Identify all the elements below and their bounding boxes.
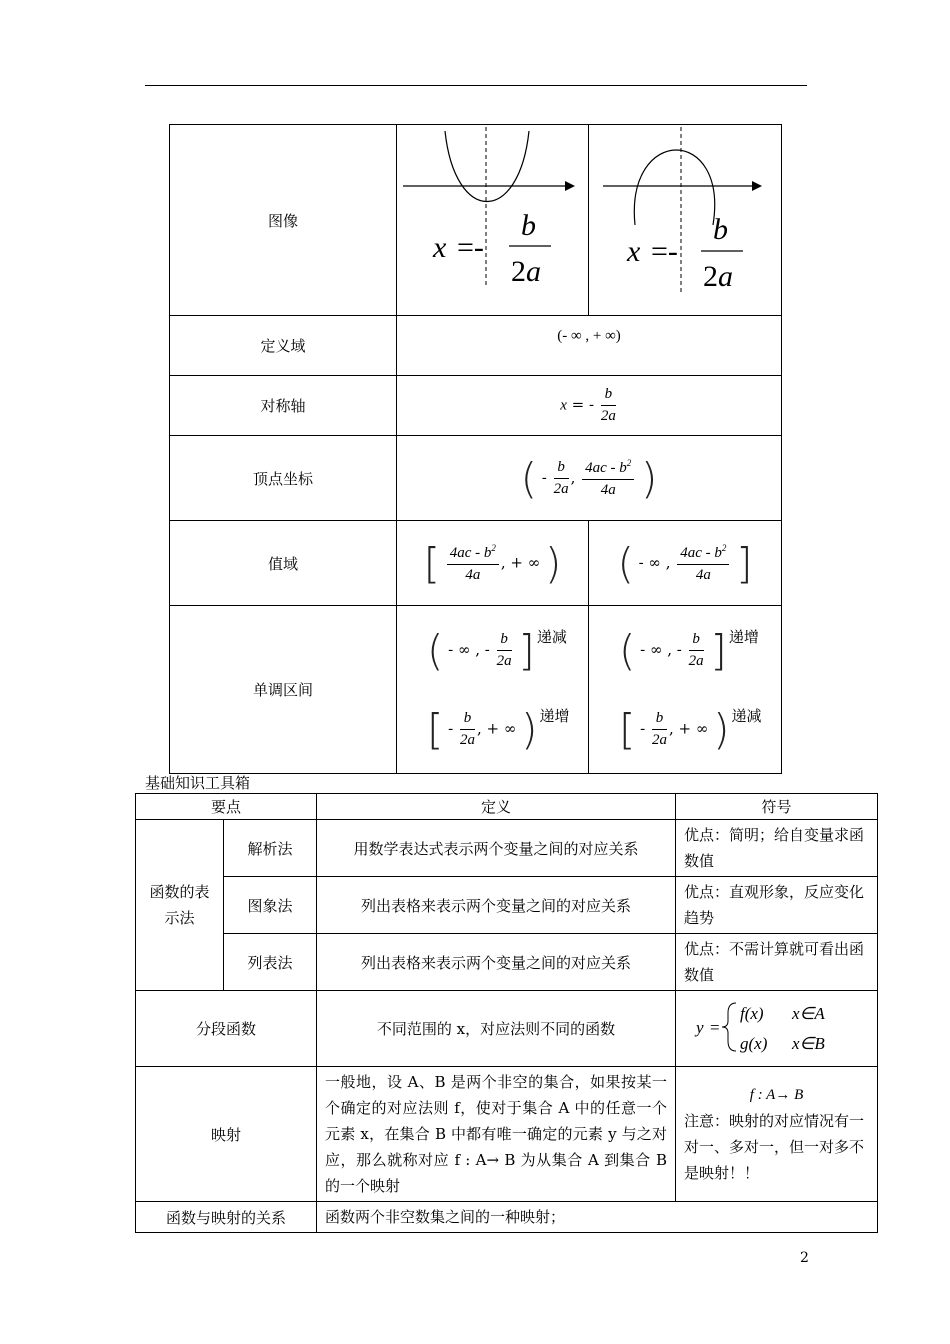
piecewise-formula bbox=[692, 995, 862, 1059]
row-label-graph: 图像 bbox=[170, 125, 397, 316]
repr-list-name: 列表法 bbox=[224, 934, 317, 991]
row-label-range: 值域 bbox=[170, 521, 397, 606]
svg-text:=-: =- bbox=[457, 231, 484, 264]
repr-group-label: 函数的表示法 bbox=[136, 820, 224, 991]
piecewise-name: 分段函数 bbox=[136, 991, 317, 1067]
repr-list-sym: 优点：不需计算就可看出函数值 bbox=[676, 934, 878, 991]
piecewise-def: 不同范围的 x，对应法则不同的函数 bbox=[317, 991, 676, 1067]
relation-def: 函数两个非空数集之间的一种映射； bbox=[317, 1202, 878, 1233]
mapping-name: 映射 bbox=[136, 1067, 317, 1202]
header-definition: 定义 bbox=[317, 794, 676, 820]
domain-value: (- ∞ , + ∞) bbox=[397, 316, 782, 376]
piecewise-sym bbox=[676, 991, 878, 1067]
mono-upward: ( - ∞ , - $\frac{b}{2a}$ ] 递减 [ - $\frac{b}{2a}$ , + ∞ ) 递增 bbox=[397, 606, 589, 774]
mono-downward: ( - ∞ , - $\frac{b}{2a}$ ] 递增 [ - $\frac{b}{2a}$ , + ∞ ) 递减 bbox=[589, 606, 782, 774]
svg-text:=: = bbox=[709, 1017, 720, 1037]
graph-upward-parabola bbox=[397, 125, 589, 316]
svg-text:=-: =- bbox=[651, 235, 678, 268]
range-upward-value: [ $\frac{4ac - b^2}{4a}$ , + ∞ ) bbox=[397, 521, 589, 606]
header-key-point: 要点 bbox=[136, 794, 317, 820]
row-label-vertex: 顶点坐标 bbox=[170, 436, 397, 521]
svg-text:x∈B: x∈B bbox=[791, 1033, 825, 1053]
header-rule bbox=[145, 85, 807, 86]
repr-graph-name: 图象法 bbox=[224, 877, 317, 934]
repr-analytic-sym: 优点：简明；给自变量求函数值 bbox=[676, 820, 878, 877]
svg-text:2a: 2a bbox=[703, 260, 733, 293]
axis-value: x = - $\frac{b}{2a}$ bbox=[397, 376, 782, 436]
mapping-note: 注意：映射的对应情况有一对一、多对一，但一对多不是映射！！ bbox=[684, 1112, 865, 1182]
function-basics-table bbox=[135, 793, 878, 1233]
downward-parabola-figure bbox=[589, 125, 782, 311]
mono-up-inc-label: 递增 bbox=[539, 706, 570, 725]
mapping-sym bbox=[676, 1067, 878, 1202]
repr-graph-def: 列出表格来表示两个变量之间的对应关系 bbox=[317, 877, 676, 934]
svg-text:x: x bbox=[433, 231, 447, 264]
row-label-axis: 对称轴 bbox=[170, 376, 397, 436]
svg-text:g(x): g(x) bbox=[739, 1033, 767, 1053]
quadratic-properties-table bbox=[169, 124, 782, 774]
section-caption: 基础知识工具箱 bbox=[145, 774, 251, 792]
svg-text:x∈A: x∈A bbox=[791, 1003, 825, 1023]
svg-text:f(x): f(x) bbox=[739, 1003, 764, 1023]
page-number: 2 bbox=[800, 1250, 809, 1266]
svg-text:y: y bbox=[695, 1017, 704, 1037]
svg-text:b: b bbox=[713, 213, 728, 246]
mapping-def: 一般地，设 A、B 是两个非空的集合，如果按某一个确定的对应法则 f，使对于集合 A 中的任意一个元素 x，在集合 B 中都有唯一确定的元素 y 与之对应，那么就称对应 f : A→ B 为从集合 A 到集合 B 的一个映射 bbox=[317, 1067, 676, 1202]
mono-down-inc-label: 递增 bbox=[728, 627, 759, 646]
svg-text:b: b bbox=[521, 209, 536, 242]
row-label-monotonic: 单调区间 bbox=[170, 606, 397, 774]
repr-analytic-name: 解析法 bbox=[224, 820, 317, 877]
graph-downward-parabola bbox=[589, 125, 782, 316]
relation-name: 函数与映射的关系 bbox=[136, 1202, 317, 1233]
mapping-formula: f : A→ B bbox=[749, 1087, 804, 1103]
svg-text:2a: 2a bbox=[511, 255, 541, 288]
mono-down-dec-label: 递减 bbox=[731, 706, 762, 725]
row-label-domain: 定义域 bbox=[170, 316, 397, 376]
svg-text:x: x bbox=[627, 235, 641, 268]
range-downward-value: ( - ∞ , $\frac{4ac - b^2}{4a}$ ] bbox=[589, 521, 782, 606]
header-symbol: 符号 bbox=[676, 794, 878, 820]
mono-up-dec-label: 递减 bbox=[536, 627, 567, 646]
vertex-value: ( - $\frac{b}{2a}$ , $\frac{4ac - b^2}{4a}$ ) bbox=[397, 436, 782, 521]
repr-list-def: 列出表格来表示两个变量之间的对应关系 bbox=[317, 934, 676, 991]
repr-analytic-def: 用数学表达式表示两个变量之间的对应关系 bbox=[317, 820, 676, 877]
repr-graph-sym: 优点：直观形象，反应变化趋势 bbox=[676, 877, 878, 934]
upward-parabola-figure bbox=[397, 125, 589, 311]
